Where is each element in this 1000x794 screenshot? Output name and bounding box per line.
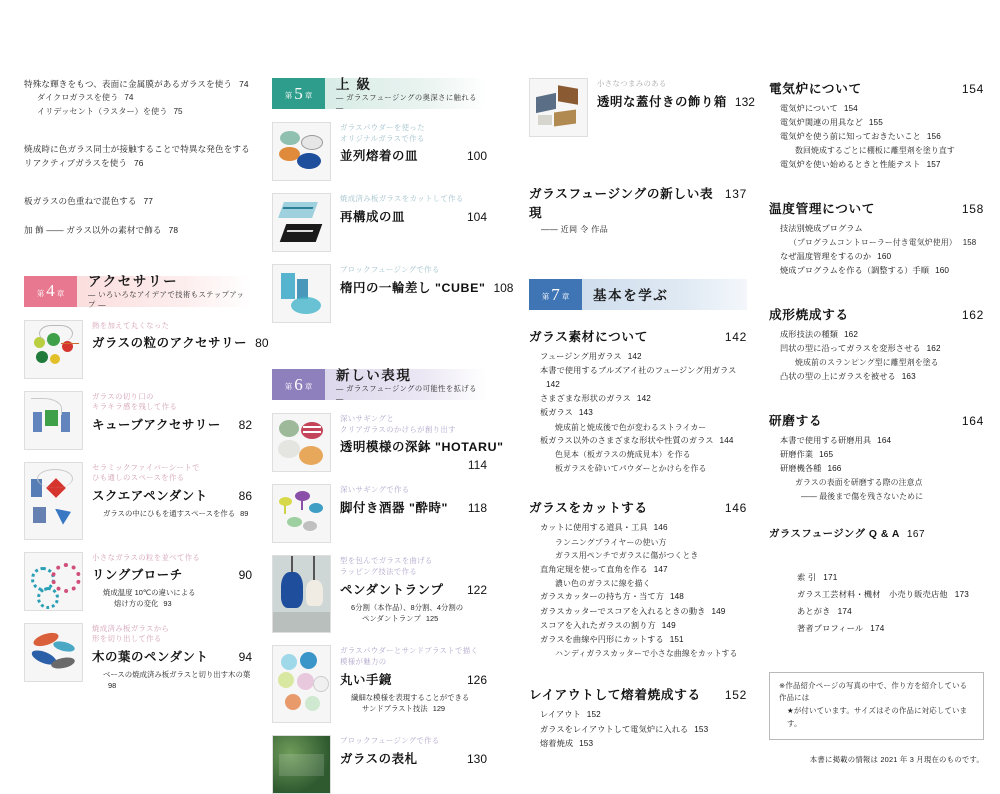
note-text: ペンダントランプ (362, 614, 421, 624)
entry-page: 77 (143, 196, 154, 206)
toc-item-text (340, 122, 487, 164)
chapter-suffix: 章 (304, 382, 313, 391)
section-entry: 板ガラス 143 (540, 408, 593, 418)
item-kicker: 焼成済み板ガラスから (92, 623, 170, 633)
item-title-row (92, 486, 252, 504)
item-note (340, 692, 487, 714)
item-page: 130 (466, 752, 487, 767)
section-cutting-glass (529, 497, 747, 660)
toc-item-text (92, 462, 252, 520)
item-page: 132 (734, 94, 755, 109)
section-page: 152 (724, 688, 747, 703)
section-page: 146 (724, 501, 747, 516)
chapter-subtitle: — ガラスフュージングの可能性を拡げる — (336, 384, 477, 404)
feature-title-row (529, 183, 747, 221)
item-kicker: クリアガラスのかけらが創り出す (340, 424, 456, 434)
section-page: 158 (961, 202, 984, 217)
chapter-title: 新しい表現 (336, 367, 412, 383)
item-kicker: 模様が魅力の (340, 657, 387, 667)
section-entry: なぜ温度管理をするのか 160 (780, 251, 892, 261)
note-line-2 (103, 598, 252, 609)
note-text: ベースの焼成済み板ガラスと切り出す木の葉 (103, 670, 251, 680)
section-page: 142 (724, 330, 747, 344)
section-polishing (769, 410, 984, 504)
thumbnail-lidded-box (529, 78, 588, 137)
toc-item-text (92, 623, 252, 692)
section-layout-fusing (529, 684, 747, 750)
item-kicker: 深いサギングで作る (340, 485, 410, 495)
backmatter-item[interactable]: 索 引 171 (797, 573, 838, 583)
note-text: 6分割（本作品）、8分割、4分割の (351, 602, 464, 612)
item-page: 114 (467, 458, 487, 473)
item-title: 脚付き酒器 "酔時" (340, 501, 448, 516)
chapter-banner-4[interactable] (24, 273, 252, 310)
item-title: ガラスの表札 (340, 752, 418, 767)
entry-line-1: 焼成時に色ガラス同士が接触することで特異な発色をする (24, 144, 250, 155)
item-title-row (340, 498, 487, 516)
item-page: 82 (238, 418, 252, 433)
entry-text: 特殊な輝きをもつ、表面に金属膜があるガラスを使う (24, 79, 233, 89)
toc-column-3 (529, 78, 755, 748)
item-title-row (340, 749, 487, 767)
section-title: 電気炉について (769, 82, 862, 96)
section-heading (529, 684, 747, 703)
toc-item[interactable] (24, 391, 252, 450)
section-title: 温度管理について (769, 202, 876, 217)
item-title-row (340, 670, 487, 688)
item-title: 透明模様の深鉢 "HOTARU" (340, 440, 504, 455)
section-entry: 板ガラス以外のさまざまな形状や性質のガラス 144 (540, 436, 734, 446)
note-page: 98 (108, 681, 117, 691)
chapter-suffix: 章 (56, 288, 65, 298)
item-title-row (92, 333, 269, 351)
section-heading (529, 326, 747, 345)
chapter-5-body (325, 76, 487, 113)
entry-page: 76 (134, 157, 144, 168)
item-page: 80 (255, 336, 269, 351)
chapter-banner-5[interactable] (272, 76, 487, 113)
thumbnail-sake-vessel (272, 484, 331, 543)
item-title: 並列熔着の皿 (340, 149, 418, 164)
chapter-6-badge (272, 369, 325, 400)
section-entry: 濃い色のガラスに線を描く (555, 578, 651, 588)
chapter-banner-7[interactable] (529, 279, 747, 310)
note-line-2 (351, 703, 487, 714)
section-page: 162 (961, 307, 984, 322)
toc-item[interactable] (272, 413, 504, 473)
section-entry: 電気炉を使う前に知っておきたいこと 156 (780, 132, 941, 142)
section-entry: スコアを入れたガラスの割り方 149 (540, 620, 676, 630)
feature-title: ガラスフュージングの新しい表現 (529, 187, 714, 220)
toc-item[interactable] (272, 484, 487, 543)
chapter-prefix: 第 (541, 292, 550, 301)
toc-item-text (92, 552, 252, 610)
section-temperature-control (769, 198, 984, 278)
section-entry: 焼成プログラムを作る（調整する）手順 160 (780, 265, 950, 275)
section-heading (769, 410, 984, 429)
section-entry: 研磨作業 165 (780, 449, 834, 459)
section-entry: カットに使用する道具・工具 146 (540, 523, 668, 533)
note-page: 89 (240, 509, 249, 519)
section-entry: ガラスカッターでスコアを入れるときの動き 149 (540, 606, 726, 616)
thumbnail-reconstructed-plate (272, 193, 331, 252)
section-page: 164 (961, 413, 984, 428)
section-heading (769, 304, 984, 323)
chapter-5-items (272, 122, 514, 323)
item-page: 122 (466, 582, 487, 597)
toc-item[interactable] (272, 555, 487, 633)
thumbnail-leaf-pendant (24, 623, 83, 682)
entry-text: リアクティブガラスを使う (24, 157, 128, 168)
thumbnail-cube-vase (272, 264, 331, 323)
chapter-subtitle: — いろいろなアイデアで技術もステップアップ — (88, 290, 245, 310)
section-entry: ランニングプライヤーの使い方 (555, 537, 667, 547)
section-entry: （プログラムコントローラー付き電気炉使用） 158 (789, 238, 977, 248)
section-title: ガラス素材について (529, 330, 649, 344)
backmatter-item[interactable]: ガラス工芸材料・機材 小売り販売店他 173 (797, 590, 969, 600)
item-kicker: ラッピング技法で作る (340, 567, 418, 577)
section-entry: 色見本（板ガラスの焼成見本）を作る (555, 450, 691, 460)
item-kicker: ブロックフュージングで作る (340, 736, 440, 746)
note-line-2 (351, 613, 487, 624)
item-title-row (340, 437, 504, 473)
toc-item[interactable] (24, 623, 252, 692)
section-entry: 本書で使用するブルズアイ社のフュージング用ガラス142 (540, 366, 737, 390)
toc-item[interactable] (272, 193, 487, 252)
item-page: 94 (238, 650, 252, 665)
toc-item-text (340, 735, 487, 767)
backmatter-item[interactable]: あとがき 174 (797, 607, 852, 617)
entry-text: ダイクロガラスを使う (37, 93, 119, 103)
qa-page: 167 (906, 529, 926, 541)
section-page: 154 (961, 82, 984, 96)
note-text: 焼成温度 10℃の違いによる (103, 588, 196, 598)
chapter-subtitle: — ガラスフュージングの奥深さに触れる — (336, 93, 477, 113)
section-entry: 技法別焼成プログラム (780, 224, 863, 234)
section-entry: ガラスの表面を研磨する際の注意点 (795, 478, 923, 488)
section-glass-materials (529, 326, 747, 475)
entry-dichroic (24, 91, 252, 105)
item-kicker: 型を包んでガラスを曲げる (340, 556, 433, 566)
section-entry: レイアウト 152 (540, 710, 601, 720)
thumbnail-round-mirror (272, 645, 331, 723)
section-entry: ガラスカッターの持ち方・当て方 148 (540, 592, 684, 602)
chapter-title: 基本を学ぶ (593, 287, 669, 303)
section-title: 研磨する (769, 413, 823, 428)
toc-item-text (340, 555, 487, 624)
thumbnail-pendant-lamp (272, 555, 331, 633)
feature-entry[interactable] (529, 183, 747, 235)
item-kicker: キラキラ感を残して作る (92, 402, 178, 412)
item-kicker: 焼成済み板ガラスをカットして作る (340, 194, 464, 203)
item-note (92, 669, 252, 691)
section-entry: 電気炉を使い始めるときと性能テスト 157 (780, 159, 941, 169)
toc-column-1 (24, 78, 269, 691)
entry-page: 74 (239, 79, 249, 89)
section-entry: ガラスを曲線や円形にカットする 151 (540, 634, 684, 644)
section-entry: 研磨機各種 166 (780, 464, 842, 474)
item-title: 楕円の一輪差し "CUBE" (340, 280, 486, 295)
item-page: 126 (466, 672, 487, 687)
toc-item-text (340, 484, 487, 516)
toc-item-text (340, 193, 487, 225)
entry-page: 75 (173, 106, 183, 116)
chapter-prefix: 第 (284, 91, 293, 100)
item-title-row (92, 647, 252, 665)
qa-entry[interactable] (769, 525, 984, 540)
item-page: 90 (238, 568, 252, 583)
section-entry: 成形技法の種類 162 (780, 329, 858, 339)
spacer (24, 132, 252, 143)
note-page: 125 (425, 614, 439, 624)
entry-iridescent (24, 105, 252, 119)
chapter-4-badge (24, 276, 77, 307)
entry-page: 74 (124, 93, 134, 103)
chapter-6-items (272, 413, 504, 794)
spacer (24, 184, 252, 195)
item-title: ガラスの粒のアクセサリー (92, 336, 248, 351)
toc-item-text (92, 391, 252, 433)
section-entry: 熔着焼成 153 (540, 738, 594, 748)
section-title: 成形焼成する (769, 307, 849, 322)
toc-item[interactable] (272, 264, 514, 323)
item-note (92, 508, 252, 519)
item-title: 木の葉のペンダント (92, 650, 209, 665)
toc-column-4 (769, 78, 984, 764)
entry-special-glass (24, 78, 252, 91)
section-title: ガラスをカットする (529, 501, 648, 516)
entry-color-layering (24, 195, 252, 208)
entry-page: 78 (168, 225, 179, 236)
colophon: 本書に掲載の情報は 2021 年 3 月現在のものです。 (809, 754, 984, 764)
toc-item-text (597, 78, 755, 110)
item-kicker: 深いサギングと (340, 414, 395, 423)
toc-columns (24, 76, 984, 767)
section-entry: 凹状の型に沿ってガラスを変形させる 162 (780, 344, 941, 354)
item-kicker: 小さなガラスの粒を並べて作る (92, 552, 201, 562)
section-entry: ガラス用ペンチでガラスに傷がつくとき (555, 551, 699, 561)
section-heading (769, 198, 984, 217)
item-title-row (340, 278, 514, 296)
chapter-7-badge (529, 279, 582, 310)
item-kicker: セラミックファイバーシートで (92, 462, 200, 472)
entry-text: イリデッセント（ラスター）を使う (37, 106, 168, 116)
chapter-7-body (582, 279, 747, 310)
item-title: 丸い手鏡 (340, 672, 392, 687)
note-page: 129 (432, 704, 446, 714)
item-title-row (597, 92, 755, 110)
section-entry: ハンディガラスカッターで小さな曲線をカットする (555, 648, 738, 658)
note-text: サンドブラスト技法 (362, 704, 428, 714)
chapter-number: 4 (46, 281, 55, 301)
toc-item[interactable] (24, 320, 269, 379)
item-kicker: 小さなつまみのある (597, 79, 667, 88)
entry-decoration (24, 224, 252, 237)
feature-subtitle: —— 近岡 令 作品 (541, 225, 609, 234)
section-heading (769, 78, 984, 97)
section-entry: 焼成前と焼成後で色が変わるストライカー (555, 422, 707, 432)
toc-item[interactable] (272, 645, 487, 723)
entry-text: 板ガラスの色重ねで混色する (24, 196, 137, 206)
entry-reactive-glass (24, 143, 252, 170)
toc-item-text (340, 413, 504, 473)
chapter-suffix: 章 (304, 91, 313, 100)
item-note (340, 602, 487, 624)
chapter-number: 6 (294, 374, 303, 394)
toc-item[interactable] (24, 552, 252, 611)
thumbnail-glass-nameplate (272, 735, 331, 794)
toc-item-text (92, 320, 269, 352)
thumbnail-ring-brooch (24, 552, 83, 611)
note-text: 熔け方の変化 (114, 599, 159, 609)
chapter-prefix: 第 (284, 382, 293, 391)
section-entry: 板ガラスを砕いてパウダーとかけらを作る (555, 463, 707, 473)
item-page: 108 (493, 280, 514, 295)
qa-text: ガラスフュージング Q & A (769, 529, 900, 541)
pre-entries-block (24, 78, 252, 118)
toc-item[interactable] (529, 78, 755, 137)
chapter-number: 7 (551, 284, 560, 304)
section-entry: —— 最後まで傷を残さないために (801, 491, 924, 501)
section-entry: ガラスをレイアウトして電気炉に入れる 153 (540, 724, 709, 734)
section-electric-kiln (769, 78, 984, 172)
note-page: 93 (163, 599, 172, 609)
section-heading (529, 497, 747, 516)
section-entry: さまざまな形状のガラス 142 (540, 394, 651, 404)
note-text: 繊細な模様を表現することができる (351, 692, 470, 702)
item-title: 再構成の皿 (340, 209, 405, 224)
item-title-row (340, 207, 487, 225)
footnote-line-1: ※作品紹介ページの写真の中で、作り方を紹介している作品には (779, 680, 968, 703)
item-title: リングブローチ (92, 568, 183, 583)
thumbnail-cube-accessory (24, 391, 83, 450)
backmatter-item[interactable]: 著者プロフィール 174 (797, 623, 885, 633)
entry-text: 加 飾 —— ガラス以外の素材で飾る (24, 225, 162, 236)
section-entry: 焼成前のスランピング型に離型剤を塗る (795, 358, 939, 368)
section-title: レイアウトして熔着焼成する (529, 688, 701, 703)
item-title: スクエアペンダント (92, 489, 208, 504)
section-forming-firing (769, 304, 984, 384)
item-page: 100 (466, 149, 487, 164)
item-kicker: ガラスの切り口の (92, 391, 154, 401)
footnote-line-2: ★が付いています。サイズはその作品に対応しています。 (787, 706, 968, 728)
item-title-row (92, 565, 252, 583)
item-title-row (340, 580, 487, 598)
chapter-number: 5 (294, 83, 303, 103)
section-entry: 本書で使用する研磨用具 164 (780, 435, 892, 445)
backmatter-list (769, 570, 984, 637)
note-text: ガラスの中にひもを通すスペースを作る (103, 509, 236, 519)
item-kicker: ガラスパウダーを使った (340, 123, 425, 132)
item-page: 104 (466, 209, 487, 224)
chapter-4-body (77, 273, 252, 310)
chapter-title: 上 級 (336, 76, 372, 92)
chapter-5-badge (272, 78, 325, 109)
item-page: 86 (238, 489, 252, 504)
feature-page: 137 (724, 187, 747, 201)
thumbnail-square-pendant (24, 462, 83, 540)
chapter-suffix: 章 (561, 292, 570, 301)
section-entry: 数回焼成するごとに棚板に離型剤を塗り直す (795, 146, 955, 156)
thumbnail-parallel-plate (272, 122, 331, 181)
item-title: キューブアクセサリー (92, 418, 221, 433)
item-title-row (340, 146, 487, 164)
chapter-6-body (325, 367, 487, 404)
toc-column-2 (272, 76, 514, 767)
section-entry: 直角定規を使って直角を作る 147 (540, 564, 668, 574)
item-kicker: 形を切り出して作る (92, 634, 162, 644)
item-kicker: オリジナルガラスで作る (340, 133, 425, 143)
chapter-prefix: 第 (36, 288, 45, 298)
item-kicker: 熱を加えて丸くなった (92, 320, 170, 330)
item-note (92, 587, 252, 609)
entry-line-2 (24, 157, 252, 170)
section-entry: 電気炉関連の用具など 155 (780, 118, 883, 128)
toc-item-text (340, 645, 487, 714)
toc-item-text (340, 264, 514, 296)
item-title: ペンダントランプ (340, 582, 444, 597)
section-entry: フュージング用ガラス 142 (540, 352, 642, 361)
item-kicker: ガラスパウダーとサンドブラストで描く (340, 646, 479, 656)
chapter-banner-6[interactable] (272, 367, 487, 404)
item-title-row (92, 415, 252, 433)
item-kicker: ブロックフュージングで作る (340, 265, 440, 274)
chapter-title: アクセサリー (88, 273, 179, 289)
thumbnail-glass-beads (24, 320, 83, 379)
item-page: 118 (467, 501, 487, 516)
section-entry: 凸状の型の上にガラスを被せる 163 (780, 371, 916, 381)
thumbnail-hotaru-bowl (272, 413, 331, 472)
toc-item[interactable] (272, 735, 487, 794)
item-title: 透明な蓋付きの飾り箱 (597, 94, 727, 109)
item-kicker: ひも通しのスペースを作る (92, 473, 185, 483)
toc-item[interactable] (272, 122, 487, 181)
toc-item[interactable] (24, 462, 252, 540)
section-entry: 電気炉について 154 (780, 104, 858, 113)
